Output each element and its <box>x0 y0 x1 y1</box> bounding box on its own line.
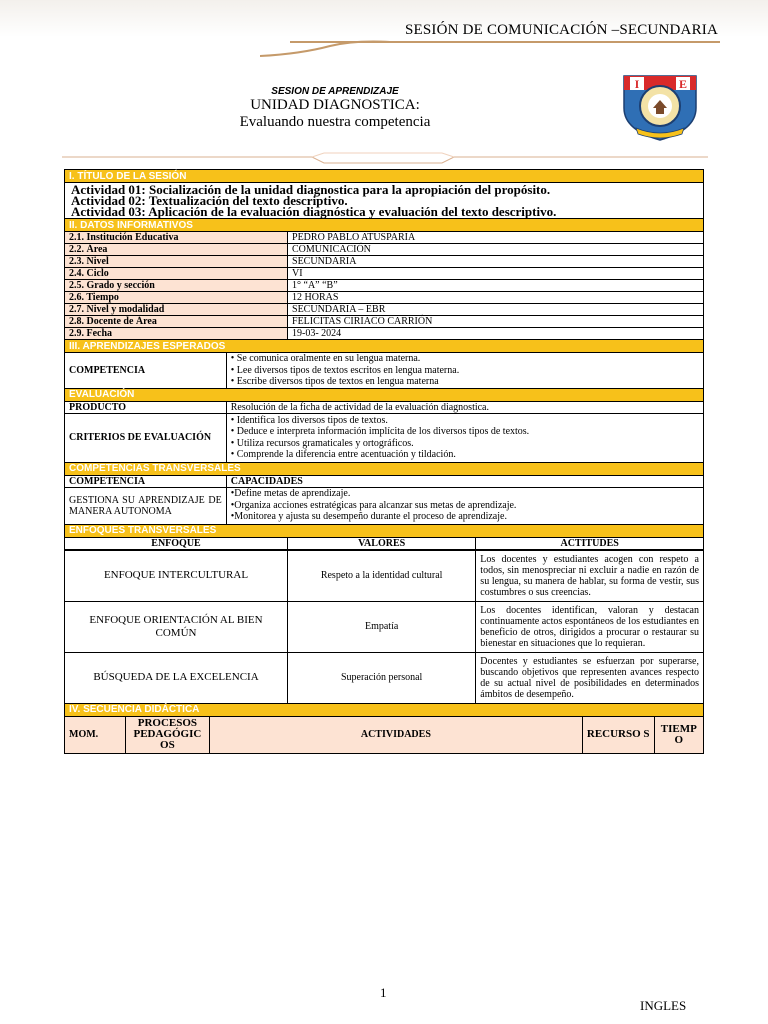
transversal-competencia-header: COMPETENCIA <box>65 475 227 487</box>
session-table <box>64 169 704 754</box>
info-row: 2.9. Fecha 19-03- 2024 <box>65 328 704 340</box>
unit-title: UNIDAD DIAGNOSTICA: <box>250 97 420 113</box>
criterios-label: CRITERIOS DE EVALUACIÓN <box>65 413 227 462</box>
info-row: 2.2. Área COMUNICACIÓN <box>65 244 704 256</box>
footer-subject: INGLES <box>640 998 687 1013</box>
info-row: 2.5. Grado y sección 1° “A” “B” <box>65 280 704 292</box>
evaluacion-heading: EVALUACIÓN <box>65 388 704 401</box>
decorative-divider <box>62 150 708 164</box>
criterio-item: • Identifica los diversos tipos de textos. <box>230 414 388 426</box>
activity-2: Actividad 02: Textualización del texto descriptivo. <box>71 193 348 208</box>
capacidad-item: •Monitorea y ajusta su desempeño durante el proceso de aprendizaje. <box>230 511 507 523</box>
activity-1: Actividad 01: Socialización de la unidad diagnostica para la apropiación del propósito. <box>71 182 551 197</box>
criterio-item: • Comprende la diferencia entre acentuación y tildación. <box>230 449 456 460</box>
enfoque-row: ENFOQUE ORIENTACIÓN AL BIEN COMÚN Empatía Los docentes identifican, valoran y destacan continuamente actos espontáneos de los estudiantes en beneficio de otros, dirigidos a procurar o restaurar su bienestar en situaciones que lo requieran. <box>65 601 704 652</box>
producto-value: Resolución de la ficha de actividad de la evaluación diagnostica. <box>226 401 703 413</box>
section-3-heading: III. APRENDIZAJES ESPERADOS <box>65 340 704 353</box>
info-row: 2.4. Ciclo VI <box>65 268 704 280</box>
section-4-heading: IV. SECUENCIA DIDÁCTICA <box>65 703 704 716</box>
recursos-header: RECURSO S <box>582 716 654 753</box>
criterio-item: • Deduce e interpreta información implícita de los diversos tipos de textos. <box>230 426 530 437</box>
info-row: 2.3. Nivel SECUNDARIA <box>65 256 704 268</box>
enfoque-col-header: ENFOQUE <box>65 537 288 550</box>
activities-list <box>65 183 704 219</box>
svg-text:I: I <box>634 77 640 91</box>
mom-header: MOM. <box>65 716 126 753</box>
criterio-item: • Utiliza recursos gramaticales y ortográficos. <box>230 437 414 449</box>
enfoque-row: BÚSQUEDA DE LA EXCELENCIA Superación personal Docentes y estudiantes se esfuerzan por superarse, buscando objetivos que representen avances respecto de su actual nivel de posibilidades en determinados ámbitos de desempeño. <box>65 652 704 703</box>
session-title-block <box>220 86 450 131</box>
info-row: 2.6. Tiempo 12 HORAS <box>65 292 704 304</box>
info-row: 2.7. Nivel y modalidad SECUNDARIA – EBR <box>65 304 704 316</box>
page-number: 1 <box>380 985 387 1000</box>
competencia-item: • Se comunica oralmente en su lengua materna. <box>230 353 421 364</box>
transversales-heading: COMPETENCIAS TRANSVERSALES <box>65 462 704 475</box>
unit-theme: Evaluando nuestra competencia <box>239 114 431 130</box>
activity-3: Actividad 03: Aplicación de la evaluación diagnóstica y evaluación del texto descriptivo. <box>71 204 557 219</box>
enfoques-heading: ENFOQUES TRANSVERSALES <box>65 524 704 537</box>
competencia-item: • Lee diversos tipos de textos escritos en lengua materna. <box>230 364 460 376</box>
procesos-header: PROCESOS PEDAGÓGIC OS <box>125 716 209 753</box>
enfoque-row: ENFOQUE INTERCULTURAL Respeto a la identidad cultural Los docentes y estudiantes acogen con respeto a todos, sin menospreciar ni excluir a nadie en razón de su lengua, su manera de hablar, su forma de vestir, sus costumbres o sus creencias. <box>65 550 704 602</box>
session-subtitle: SESION DE APRENDIZAJE <box>271 86 399 97</box>
transversal-competencia: GESTIONA SU APRENDIZAJE DE MANERA AUTONOMA <box>65 487 227 524</box>
info-row: 2.1. Institución Educativa PEDRO PABLO ATUSPARIA <box>65 232 704 244</box>
school-logo <box>620 68 700 142</box>
criterios-list <box>226 413 703 462</box>
producto-label: PRODUCTO <box>65 401 227 413</box>
actitudes-col-header: ACTITUDES <box>476 537 704 550</box>
capacidad-item: •Organiza acciones estratégicas para alcanzar sus metas de aprendizaje. <box>230 499 517 511</box>
valores-col-header: VALORES <box>288 537 476 550</box>
header-swoosh-decoration <box>260 40 390 58</box>
info-row: 2.8. Docente de Área FELICITAS CIRIACO CARRIÓN <box>65 316 704 328</box>
competencias-list <box>226 353 703 389</box>
capacidades-list <box>226 487 703 524</box>
section-1-heading: I. TÍTULO DE LA SESIÓN <box>65 170 704 183</box>
tiempo-header: TIEMP O <box>654 716 703 753</box>
capacidad-item: •Define metas de aprendizaje. <box>230 488 351 500</box>
svg-text:E: E <box>678 77 688 91</box>
capacidades-header: CAPACIDADES <box>226 475 703 487</box>
competencia-item: • Escribe diversos tipos de textos en lengua materna <box>230 376 439 387</box>
actividades-header: ACTIVIDADES <box>209 716 582 753</box>
competencia-label: COMPETENCIA <box>65 353 227 389</box>
header-title: SESIÓN DE COMUNICACIÓN –SECUNDARIA <box>404 22 718 38</box>
section-2-heading: II. DATOS INFORMATIVOS <box>65 219 704 232</box>
